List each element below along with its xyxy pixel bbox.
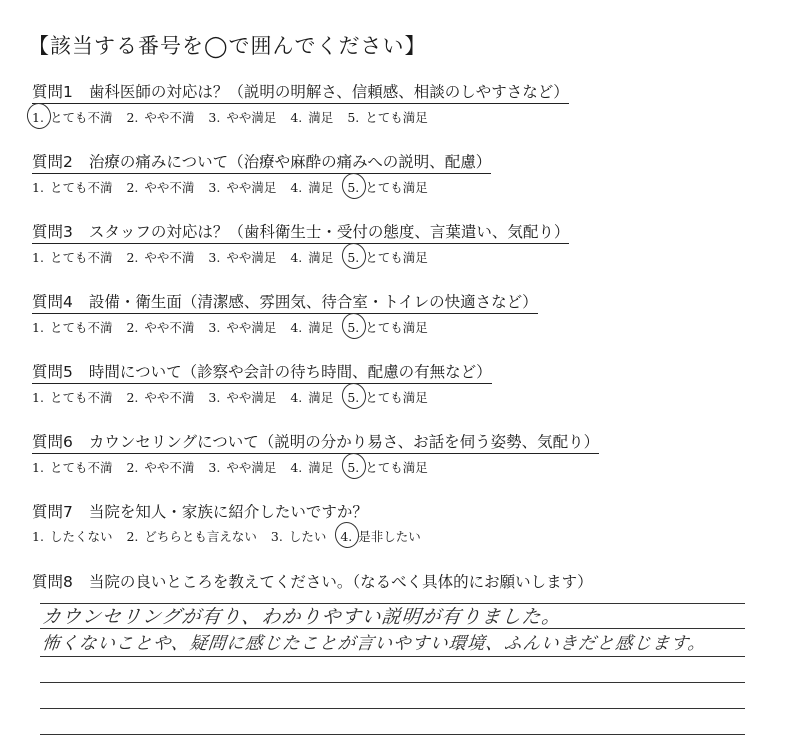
option-label: 満足 [308, 180, 334, 195]
question-number: 質問3 [32, 223, 73, 241]
question-6 [32, 430, 752, 476]
question-heading [32, 220, 569, 244]
option-label: やや不満 [144, 320, 195, 335]
option-label: 満足 [308, 460, 334, 475]
question-8 [32, 570, 752, 593]
question-2 [32, 150, 752, 196]
option-4[interactable] [290, 458, 333, 476]
question-heading [32, 360, 492, 384]
option-label: とても満足 [365, 390, 428, 405]
option-number: 5. [347, 390, 360, 405]
option-3[interactable] [208, 108, 276, 126]
option-1[interactable] [32, 178, 112, 196]
option-4[interactable] [290, 178, 333, 196]
option-3[interactable] [271, 527, 326, 545]
question-text: 当院を知人・家族に紹介したいですか？ [88, 503, 368, 521]
option-number: 3. [208, 460, 221, 475]
option-number: 2. [126, 110, 139, 125]
question-text: カウンセリングについて（説明の分かり易さ、お話を伺う姿勢、気配り） [88, 433, 600, 451]
option-number: 1. [32, 250, 44, 265]
option-label: 満足 [308, 390, 334, 405]
answer-line [40, 656, 745, 657]
option-number: 1. [32, 460, 44, 475]
option-number: 5. [347, 460, 360, 475]
option-label: やや満足 [226, 320, 277, 335]
answer-line [40, 682, 745, 683]
question-text: 当院の良いところを教えてください。（なるべく具体的にお願いします） [88, 573, 593, 591]
option-number: 1. [32, 180, 44, 195]
option-number: 5. [347, 320, 360, 335]
option-1-circled[interactable] [32, 108, 112, 126]
option-1[interactable] [32, 318, 112, 336]
option-label: とても満足 [365, 460, 428, 475]
question-number: 質問6 [32, 433, 73, 451]
option-label: やや不満 [144, 250, 195, 265]
option-label: やや満足 [226, 460, 277, 475]
option-number: 3. [270, 529, 283, 544]
option-4[interactable] [290, 108, 333, 126]
option-5-circled[interactable] [347, 178, 427, 196]
option-label: 是非したい [358, 529, 421, 544]
option-number: 3. [208, 250, 221, 265]
answer-line [40, 628, 745, 629]
option-4-circled[interactable] [340, 527, 420, 545]
option-5-circled[interactable] [347, 318, 427, 336]
option-number: 5. [347, 110, 360, 125]
question-5 [32, 360, 752, 406]
option-5-circled[interactable] [347, 388, 427, 406]
option-5-circled[interactable] [347, 248, 427, 266]
answer-options [32, 318, 752, 336]
option-number: 3. [208, 110, 221, 125]
question-text: 治療の痛みについて（治療や麻酔の痛みへの説明、配慮） [88, 153, 492, 171]
question-heading [32, 570, 593, 593]
question-7 [32, 500, 752, 545]
option-2[interactable] [126, 318, 194, 336]
option-5-circled[interactable] [347, 458, 427, 476]
option-label: やや不満 [144, 110, 195, 125]
option-number: 2. [126, 390, 139, 405]
option-number: 5. [347, 180, 360, 195]
question-heading [32, 80, 569, 104]
option-label: とても不満 [49, 460, 113, 475]
option-label: とても不満 [49, 110, 113, 125]
option-label: 満足 [308, 110, 334, 125]
question-number: 質問7 [32, 503, 73, 521]
option-5[interactable] [347, 108, 427, 126]
option-label: 満足 [308, 320, 334, 335]
question-heading [32, 500, 368, 523]
option-3[interactable] [208, 178, 276, 196]
option-number: 4. [290, 320, 303, 335]
answer-options [32, 178, 752, 196]
option-label: どちらとも言えない [144, 529, 257, 544]
answer-line [40, 734, 745, 735]
option-label: とても満足 [365, 180, 428, 195]
option-number: 2. [126, 529, 139, 544]
option-label: 満足 [308, 250, 334, 265]
option-2[interactable] [126, 108, 194, 126]
option-number: 1. [32, 390, 44, 405]
question-text: 歯科医師の対応は？（説明の明解さ、信頼感、相談のしやすさなど） [88, 83, 569, 101]
question-number: 質問1 [32, 83, 73, 101]
option-3[interactable] [208, 248, 276, 266]
question-heading [32, 430, 599, 454]
option-2[interactable] [126, 527, 256, 545]
option-3[interactable] [208, 388, 276, 406]
option-4[interactable] [290, 248, 333, 266]
option-number: 5. [347, 250, 360, 265]
option-number: 4. [290, 460, 303, 475]
option-label: やや不満 [144, 460, 195, 475]
option-label: やや満足 [226, 180, 277, 195]
option-3[interactable] [208, 318, 276, 336]
option-2[interactable] [126, 458, 194, 476]
option-number: 2. [126, 320, 139, 335]
option-label: やや満足 [226, 250, 277, 265]
question-text: 設備・衛生面（清潔感、雰囲気、待合室・トイレの快適さなど） [88, 293, 538, 311]
option-1[interactable] [32, 527, 112, 545]
option-4[interactable] [290, 318, 333, 336]
option-number: 4. [290, 110, 303, 125]
option-1[interactable] [32, 388, 112, 406]
answer-options [32, 527, 752, 545]
option-2[interactable] [126, 248, 194, 266]
question-number: 質問4 [32, 293, 73, 311]
question-4 [32, 290, 752, 336]
question-text: スタッフの対応は？（歯科衛生士・受付の態度、言葉遣い、気配り） [88, 223, 570, 241]
option-label: やや不満 [144, 390, 195, 405]
option-number: 4. [290, 250, 303, 265]
page-title: 【該当する番号を◯で囲んでください】 [28, 34, 427, 58]
handwritten-answer-line-1[interactable]: カウンセリングが有り、わかりやすい説明が有りました。 [40, 606, 563, 628]
option-label: とても不満 [49, 390, 113, 405]
option-number: 4. [290, 180, 303, 195]
answer-options [32, 388, 752, 406]
option-label: したい [288, 529, 327, 544]
option-label: やや満足 [226, 390, 277, 405]
option-label: やや満足 [226, 110, 277, 125]
question-number: 質問5 [32, 363, 73, 381]
option-1[interactable] [32, 458, 112, 476]
question-number: 質問2 [32, 153, 73, 171]
option-number: 4. [290, 390, 303, 405]
option-number: 4. [340, 529, 353, 544]
option-number: 2. [126, 460, 139, 475]
option-4[interactable] [290, 388, 333, 406]
option-number: 1. [32, 110, 44, 125]
question-number: 質問8 [32, 573, 73, 591]
answer-options [32, 248, 752, 266]
option-label: やや不満 [144, 180, 195, 195]
answer-line [40, 708, 745, 709]
option-label: とても不満 [49, 180, 113, 195]
option-number: 3. [208, 180, 221, 195]
option-label: とても不満 [49, 320, 113, 335]
option-3[interactable] [208, 458, 276, 476]
option-1[interactable] [32, 248, 112, 266]
option-label: とても不満 [49, 250, 113, 265]
option-number: 2. [126, 180, 139, 195]
option-number: 3. [208, 320, 221, 335]
handwritten-answer-line-2[interactable]: 怖くないことや、疑問に感じたことが言いやすい環境、ふんいきだと感じます。 [40, 634, 708, 654]
option-number: 3. [208, 390, 221, 405]
option-2[interactable] [126, 388, 194, 406]
question-text: 時間について（診察や会計の待ち時間、配慮の有無など） [88, 363, 492, 381]
option-label: とても満足 [365, 250, 428, 265]
answer-options [32, 458, 752, 476]
question-3 [32, 220, 752, 266]
answer-options [32, 108, 752, 126]
option-number: 2. [126, 250, 139, 265]
question-heading [32, 290, 538, 314]
option-number: 1. [32, 529, 44, 544]
option-label: とても満足 [365, 110, 428, 125]
question-1 [32, 80, 752, 126]
option-number: 1. [32, 320, 44, 335]
option-2[interactable] [126, 178, 194, 196]
option-label: したくない [49, 529, 113, 544]
question-heading [32, 150, 491, 174]
option-label: とても満足 [365, 320, 428, 335]
